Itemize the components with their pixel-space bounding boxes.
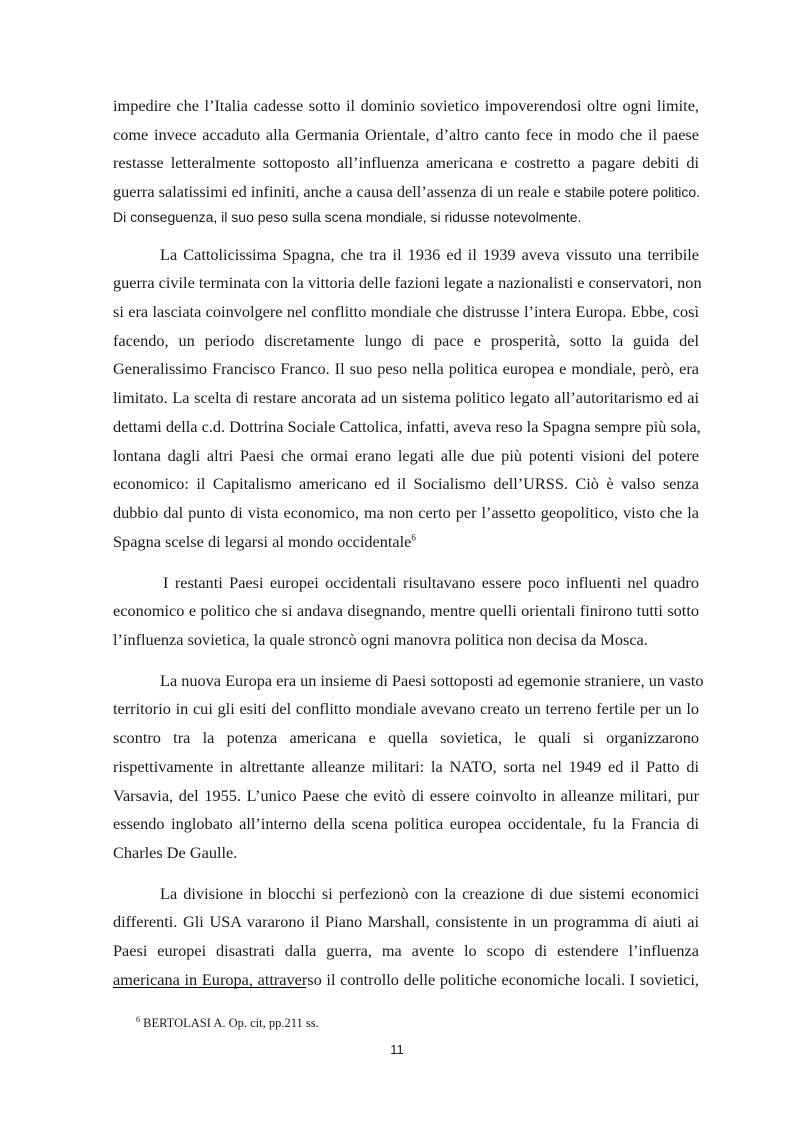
text-line: americana in Europa, attraverso il controllo delle politiche economiche locali. I sovietici, [113, 970, 699, 989]
text-line: economico e politico che si andava disegnando, mentre quelli orientali finirono tutti sotto [113, 601, 699, 620]
text-line [113, 532, 699, 552]
text-line: essendo inglobato all’interno della scena politica europea occidentale, fu la Francia di [113, 814, 699, 833]
text-line: l’influenza sovietica, la quale stroncò ogni manovra politica non decisa da Mosca. [113, 630, 648, 649]
text-line: restasse letteralmente sottoposto all’influenza americana e costretto a pagare debiti di [113, 153, 699, 172]
footnote-separator [113, 987, 306, 988]
text-span-sans: stabile potere politico. [564, 184, 701, 200]
text-line: Charles De Gaulle. [113, 843, 238, 862]
text-line: guerra civile terminata con la vittoria delle fazioni legate a nazionalisti e conservatori, non [113, 273, 702, 292]
text-span-serif: guerra salatissimi ed infiniti, anche a causa dell’assenza di un reale e [113, 182, 561, 201]
text-span: Spagna scelse di legarsi al mondo occidentale [113, 532, 412, 551]
text-line: economico: il Capitalismo americano ed il Socialismo dell’URSS. Ciò è valso senza [113, 474, 699, 493]
text-line: Paesi europei disastrati dalla guerra, ma avente lo scopo di estendere l’influenza [113, 941, 699, 960]
text-line: rispettivamente in altrettante alleanze militari: la NATO, sorta nel 1949 ed il Patto di [113, 757, 699, 776]
page-number: 11 [390, 1042, 404, 1057]
text-line [113, 182, 699, 202]
footnote-number: 6 [136, 1014, 140, 1024]
text-line: dubbio dal punto di vista economico, ma non certo per l’assetto geopolitico, visto che la [113, 503, 699, 522]
text-line: facendo, un periodo discretamente lungo di pace e prosperità, sotto la guida del [113, 331, 699, 350]
text-line: Varsavia, del 1955. L’unico Paese che evitò di essere coinvolto in alleanze militari, pur [113, 786, 699, 805]
footnote [136, 1016, 319, 1030]
text-line: impedire che l’Italia cadesse sotto il dominio sovietico impoverendosi oltre ogni limite, [113, 96, 699, 115]
text-line: si era lasciata coinvolgere nel conflitto mondiale che distrusse l’intera Europa. Ebbe, così [113, 302, 699, 321]
text-line: Di conseguenza, il suo peso sulla scena mondiale, si ridusse notevolmente. [113, 209, 582, 225]
text-line: La divisione in blocchi si perfezionò con la creazione di due sistemi economici [160, 884, 699, 903]
text-line: scontro tra la potenza americana e quella sovietica, le quali si organizzarono [113, 728, 699, 747]
text-line: territorio in cui gli esiti del conflitto mondiale avevano creato un terreno fertile per un lo [113, 699, 699, 718]
footnote-text: BERTOLASI A. Op. cit, pp.211 ss. [143, 1016, 319, 1030]
text-line: lontana dagli altri Paesi che ormai erano legati alle due più potenti visioni del potere [113, 446, 699, 465]
text-line: limitato. La scelta di restare ancorata ad un sistema politico legato all’autoritarismo ed ai [113, 388, 699, 407]
text-line: I restanti Paesi europei occidentali risultavano essere poco influenti nel quadro [163, 573, 699, 592]
text-line: dettami della c.d. Dottrina Sociale Cattolica, infatti, aveva reso la Spagna sempre più sola, [113, 417, 701, 436]
text-line: differenti. Gli USA vararono il Piano Marshall, consistente in un programma di aiuti ai [113, 912, 699, 931]
text-line: La Cattolicissima Spagna, che tra il 1936 ed il 1939 aveva vissuto una terribile [160, 245, 699, 264]
text-line: come invece accaduto alla Germania Orientale, d’altro canto fece in modo che il paese [113, 125, 699, 144]
footnote-reference[interactable]: 6 [411, 532, 416, 543]
text-line: La nuova Europa era un insieme di Paesi sottoposti ad egemonie straniere, un vasto [160, 671, 704, 690]
text-line: Generalissimo Francisco Franco. Il suo peso nella politica europea e mondiale, però, era [113, 359, 699, 378]
